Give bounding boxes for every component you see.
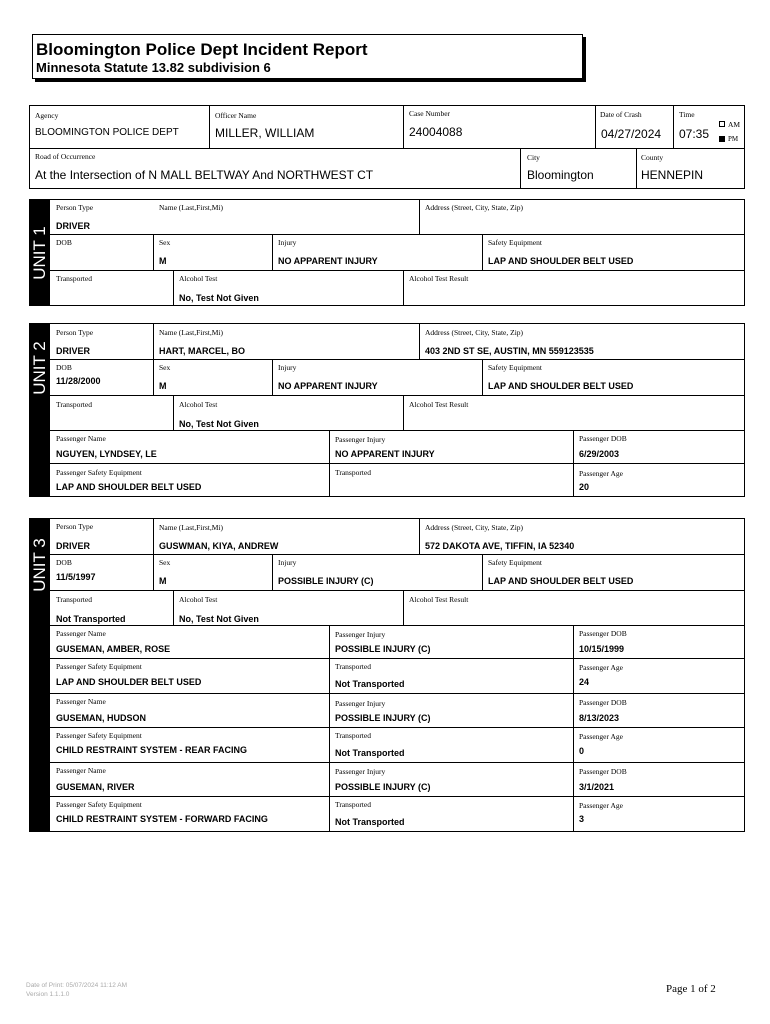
unit-3-name-label: Name (Last,First,Mi): [159, 523, 223, 532]
passenger-4-name: GUSEMAN, RIVER: [56, 782, 135, 792]
unit-3-sex: M: [159, 576, 167, 586]
unit-2-address-label: Address (Street, City, State, Zip): [425, 328, 524, 337]
passenger-2-name-label: Passenger Name: [56, 629, 106, 638]
passenger-2-transported-label: Transported: [335, 662, 371, 671]
passenger-1-safety: LAP AND SHOULDER BELT USED: [56, 482, 202, 492]
passenger-3-transported: Not Transported: [335, 748, 405, 758]
passenger-1-injury-label: Passenger Injury: [335, 435, 386, 444]
unit-2-safety-label: Safety Equipment: [488, 363, 542, 372]
unit-3-label: UNIT 3: [30, 538, 49, 592]
passenger-1-transported-label: Transported: [335, 468, 371, 477]
unit-3-dob: 11/5/1997: [56, 572, 96, 582]
unit-1-safety-label: Safety Equipment: [488, 238, 542, 247]
unit-3-dob-label: DOB: [56, 558, 72, 567]
unit-2-address: 403 2ND ST SE, AUSTIN, MN 559123535: [425, 346, 594, 356]
passenger-2-safety-label: Passenger Safety Equipment: [56, 662, 142, 671]
passenger-4-dob: 3/1/2021: [579, 782, 615, 792]
date-of-crash-label: Date of Crash: [600, 110, 642, 119]
unit-1-injury: NO APPARENT INJURY: [278, 256, 378, 266]
unit-2-alcohol-result-label: Alcohol Test Result: [409, 400, 469, 409]
passenger-3-age: 0: [579, 746, 585, 756]
unit-3-safety: LAP AND SHOULDER BELT USED: [488, 576, 634, 586]
passenger-3-safety-label: Passenger Safety Equipment: [56, 731, 142, 740]
unit-1-dob-label: DOB: [56, 238, 72, 247]
passenger-1-name: NGUYEN, LYNDSEY, LE: [56, 449, 157, 459]
passenger-3-injury: POSSIBLE INJURY (C): [335, 713, 431, 723]
unit-2-injury-label: Injury: [278, 363, 297, 372]
unit-2-name: HART, MARCEL, BO: [159, 346, 245, 356]
passenger-4-transported: Not Transported: [335, 817, 405, 827]
unit-2-dob-label: DOB: [56, 363, 72, 372]
unit-1-person-type-label: Person Type: [56, 203, 94, 212]
unit-3-address: 572 DAKOTA AVE, TIFFIN, IA 52340: [425, 541, 575, 551]
unit-3-name: GUSWMAN, KIYA, ANDREW: [159, 541, 279, 551]
unit-3-injury-label: Injury: [278, 558, 297, 567]
unit-1-block: [29, 199, 745, 306]
road-value: At the Intersection of N MALL BELTWAY And NORTHWEST CT: [35, 168, 374, 182]
time-value: 07:35: [679, 127, 710, 141]
passenger-3-injury-label: Passenger Injury: [335, 699, 386, 708]
passenger-1-dob: 6/29/2003: [579, 449, 620, 459]
passenger-1-age: 20: [579, 482, 590, 492]
passenger-4-injury-label: Passenger Injury: [335, 767, 386, 776]
passenger-1-name-label: Passenger Name: [56, 434, 106, 443]
unit-3-address-label: Address (Street, City, State, Zip): [425, 523, 524, 532]
unit-2-alcohol-test-label: Alcohol Test: [179, 400, 218, 409]
unit-2-sex-label: Sex: [159, 363, 171, 372]
unit-2-person-type-label: Person Type: [56, 328, 94, 337]
passenger-2-name: GUSEMAN, AMBER, ROSE: [56, 644, 171, 654]
pm-label: PM: [728, 135, 739, 143]
unit-1-sex-label: Sex: [159, 238, 171, 247]
unit-3-transported: Not Transported: [56, 614, 126, 624]
passenger-2-transported: Not Transported: [335, 679, 405, 689]
unit-1-alcohol-result-label: Alcohol Test Result: [409, 274, 469, 283]
passenger-2-injury: POSSIBLE INJURY (C): [335, 644, 431, 654]
print-date: Date of Print: 05/07/2024 11:12 AM: [26, 982, 128, 989]
road-label: Road of Occurrence: [35, 152, 96, 161]
passenger-3-transported-label: Transported: [335, 731, 371, 740]
version: Version 1.1.1.0: [26, 991, 70, 998]
passenger-4-name-label: Passenger Name: [56, 766, 106, 775]
report-subtitle: Minnesota Statute 13.82 subdivision 6: [36, 60, 271, 75]
agency-value: BLOOMINGTON POLICE DEPT: [35, 127, 179, 138]
pm-checkbox[interactable]: [719, 136, 725, 142]
passenger-2-injury-label: Passenger Injury: [335, 630, 386, 639]
county-value: HENNEPIN: [641, 168, 704, 182]
unit-2-person-type: DRIVER: [56, 346, 91, 356]
unit-1-alcohol-test-label: Alcohol Test: [179, 274, 218, 283]
unit-3-alcohol-result-label: Alcohol Test Result: [409, 595, 469, 604]
passenger-4-transported-label: Transported: [335, 800, 371, 809]
date-of-crash-value: 04/27/2024: [601, 127, 662, 141]
passenger-2-dob: 10/15/1999: [579, 644, 625, 654]
unit-2-label: UNIT 2: [30, 341, 49, 395]
passenger-3-age-label: Passenger Age: [579, 732, 623, 741]
unit-1-alcohol-test: No, Test Not Given: [179, 293, 259, 303]
passenger-4-safety: CHILD RESTRAINT SYSTEM - FORWARD FACING: [56, 814, 268, 824]
passenger-1-age-label: Passenger Age: [579, 469, 623, 478]
unit-3-transported-label: Transported: [56, 595, 92, 604]
passenger-4-injury: POSSIBLE INJURY (C): [335, 782, 431, 792]
report-title: Bloomington Police Dept Incident Report: [36, 40, 368, 59]
passenger-4-safety-label: Passenger Safety Equipment: [56, 800, 142, 809]
passenger-3-name-label: Passenger Name: [56, 697, 106, 706]
am-checkbox[interactable]: [719, 121, 725, 127]
city-value: Bloomington: [527, 168, 594, 182]
passenger-4-age: 3: [579, 814, 585, 824]
passenger-2-safety: LAP AND SHOULDER BELT USED: [56, 677, 202, 687]
city-label: City: [527, 153, 540, 162]
passenger-4-age-label: Passenger Age: [579, 801, 623, 810]
case-number-value: 24004088: [409, 125, 463, 139]
unit-3-person-type-label: Person Type: [56, 522, 94, 531]
unit-1-safety: LAP AND SHOULDER BELT USED: [488, 256, 634, 266]
agency-label: Agency: [35, 111, 59, 120]
unit-1-injury-label: Injury: [278, 238, 297, 247]
unit-3-alcohol-test: No, Test Not Given: [179, 614, 259, 624]
unit-3-safety-label: Safety Equipment: [488, 558, 542, 567]
unit-2-transported-label: Transported: [56, 400, 92, 409]
passenger-3-dob: 8/13/2023: [579, 713, 620, 723]
unit-2-injury: NO APPARENT INJURY: [278, 381, 378, 391]
unit-2-safety: LAP AND SHOULDER BELT USED: [488, 381, 634, 391]
passenger-2-age-label: Passenger Age: [579, 663, 623, 672]
unit-3-alcohol-test-label: Alcohol Test: [179, 595, 218, 604]
passenger-3-safety: CHILD RESTRAINT SYSTEM - REAR FACING: [56, 745, 248, 755]
county-label: County: [641, 153, 664, 162]
unit-3-sex-label: Sex: [159, 558, 171, 567]
unit-1-sex: M: [159, 256, 167, 266]
unit-3-person-type: DRIVER: [56, 541, 91, 551]
unit-1-person-type: DRIVER: [56, 221, 91, 231]
unit-3-injury: POSSIBLE INJURY (C): [278, 576, 374, 586]
unit-1-transported-label: Transported: [56, 274, 92, 283]
am-label: AM: [728, 120, 741, 129]
time-label: Time: [679, 110, 695, 119]
case-number-label: Case Number: [409, 109, 451, 118]
passenger-1-safety-label: Passenger Safety Equipment: [56, 468, 142, 477]
officer-value: MILLER, WILLIAM: [215, 126, 315, 140]
passenger-3-dob-label: Passenger DOB: [579, 698, 627, 707]
passenger-3-name: GUSEMAN, HUDSON: [56, 713, 147, 723]
page-number: Page 1 of 2: [666, 983, 716, 995]
unit-2-name-label: Name (Last,First,Mi): [159, 328, 223, 337]
officer-label: Officer Name: [215, 111, 257, 120]
unit-2-sex: M: [159, 381, 167, 391]
unit-2-alcohol-test: No, Test Not Given: [179, 419, 259, 429]
passenger-1-dob-label: Passenger DOB: [579, 434, 627, 443]
unit-1-address-label: Address (Street, City, State, Zip): [425, 203, 524, 212]
passenger-1-injury: NO APPARENT INJURY: [335, 449, 435, 459]
unit-2-dob: 11/28/2000: [56, 376, 101, 386]
passenger-2-dob-label: Passenger DOB: [579, 629, 627, 638]
unit-1-name-label: Name (Last,First,Mi): [159, 203, 223, 212]
passenger-4-dob-label: Passenger DOB: [579, 767, 627, 776]
unit-1-label: UNIT 1: [30, 226, 49, 280]
passenger-2-age: 24: [579, 677, 590, 687]
